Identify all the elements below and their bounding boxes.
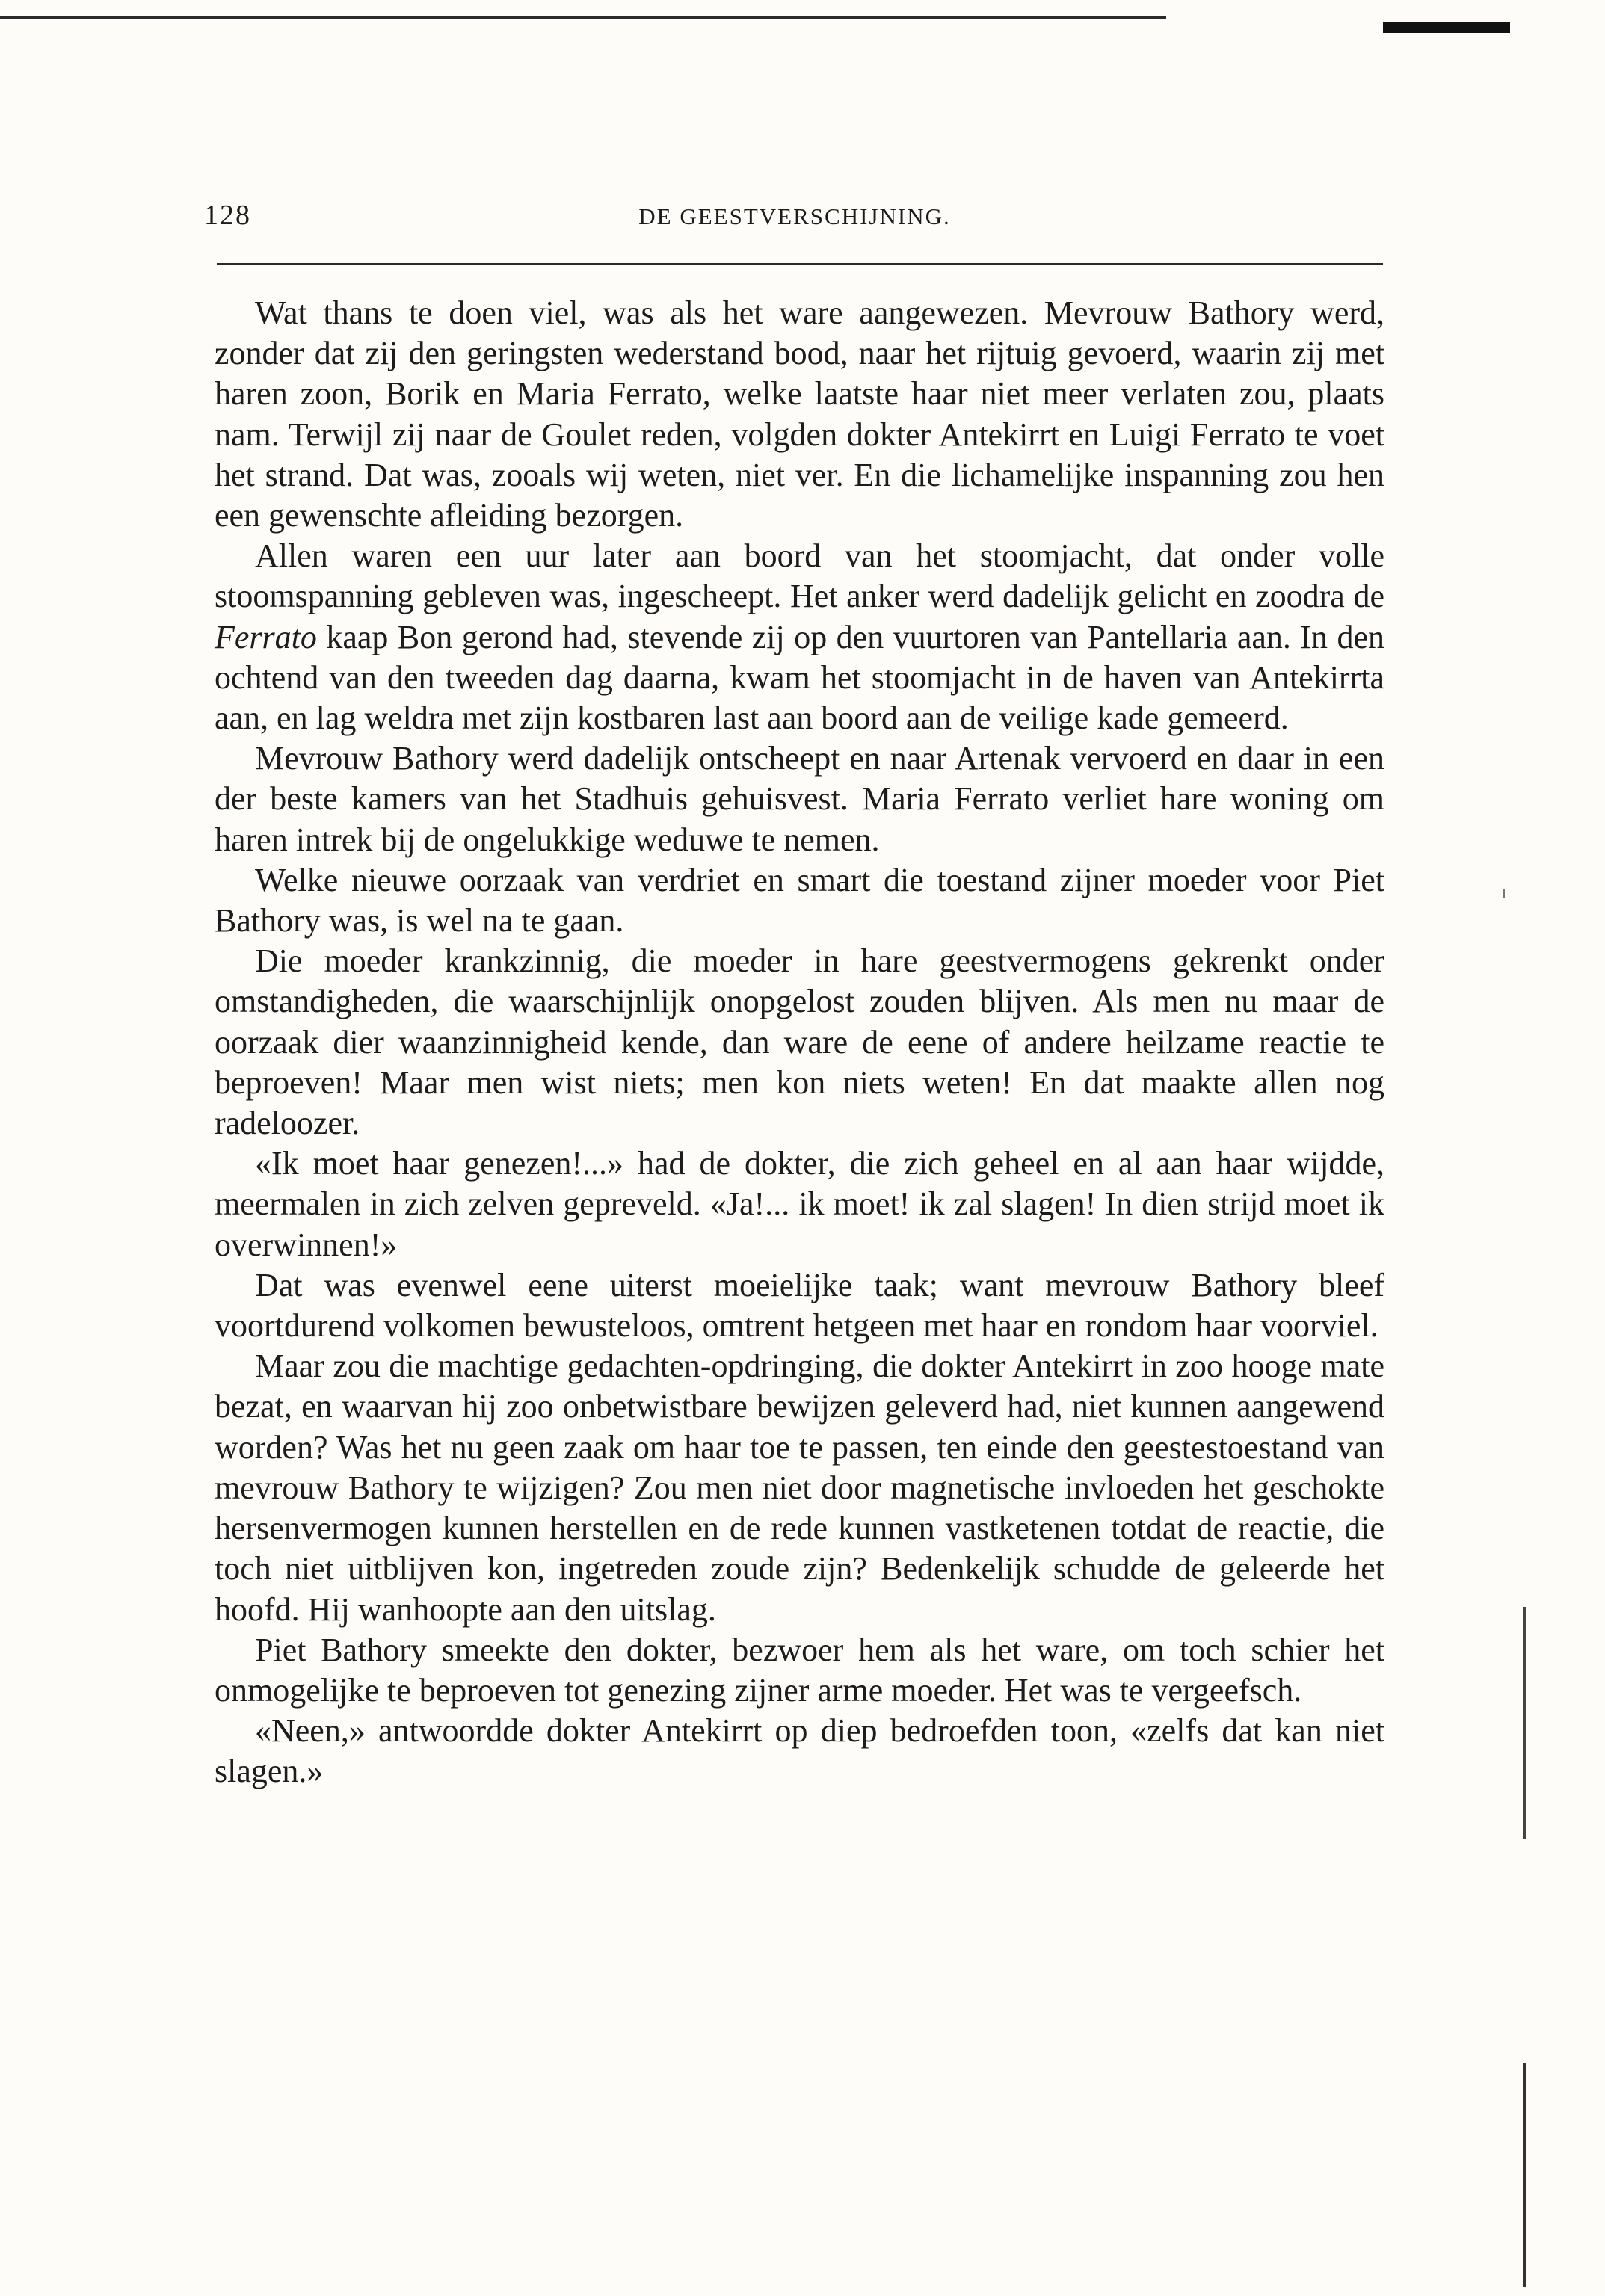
margin-line <box>1523 1607 1526 1839</box>
paragraph-text: kaap Bon gerond had, stevende zij op den vuurtoren van Pantellaria aan. In den ochtend van den tweeden dag daarna, kwam het stoomjacht in de haven van Antekirrta aan, en lag weldra met zijn kostbaren last aan boord aan de veilige kade gemeerd. <box>215 618 1384 737</box>
paragraph-text: Allen waren een uur later aan boord van het stoomjacht, dat onder volle stoomspanning gebleven was, ingescheept. Het anker werd dadelijk gelicht en zoodra de <box>215 537 1384 615</box>
paragraph: «Ik moet haar genezen!...» had de dokter, die zich geheel en al aan haar wijdde, meermalen in zich zelven gepreveld. «Ja!... ik moet! ik zal slagen! In dien strijd moet ik overwinnen!» <box>215 1145 1384 1263</box>
paragraph: Die moeder krankzinnig, die moeder in hare geestvermogens gekrenkt onder omstandigheden, die waarschijnlijk onopgelost zouden blijven. Als men nu maar de oorzaak dier waanzinnigheid kende, dan ware de eene of andere heilzame reactie te beproeven! Maar men wist niets; men kon niets weten! En dat maakte allen nog radeloozer. <box>215 942 1384 1142</box>
margin-mark <box>1503 889 1505 898</box>
top-edge-rule <box>0 16 1166 19</box>
paragraph: Piet Bathory smeekte den dokter, bezwoer hem als het ware, om toch schier het onmogelijke te beproeven tot genezing zijner arme moeder. Het was te vergeefsch. <box>215 1631 1384 1709</box>
paragraph: Dat was evenwel eene uiterst moeielijke taak; want mevrouw Bathory bleef voortdurend volkomen bewusteloos, omtrent hetgeen met haar en rondom haar voorviel. <box>215 1266 1384 1345</box>
paragraph: Wat thans te doen viel, was als het ware aangewezen. Mevrouw Bathory werd, zonder dat zij den geringsten wederstand bood, naar het rijtuig gevoerd, waarin zij met haren zoon, Borik en Maria Ferrato, welke laatste haar niet meer verlaten zou, plaats nam. Terwijl zij naar de Goulet reden, volgden dokter Antekirrt en Luigi Ferrato te voet het strand. Dat was, zooals wij weten, niet ver. En die lichamelijke inspanning zou hen een gewenschte afleiding bezorgen. <box>215 294 1384 534</box>
page-number: 128 <box>204 200 251 231</box>
paragraph: Mevrouw Bathory werd dadelijk ontscheept en naar Artenak vervoerd en daar in een der beste kamers van het Stadhuis gehuisvest. Maria Ferrato verliet hare woning om haren intrek bij de ongelukkige weduwe te nemen. <box>215 740 1384 858</box>
margin-line <box>1523 2063 1526 2287</box>
paragraph: «Neen,» antwoordde dokter Antekirrt op diep bedroefden toon, «zelfs dat kan niet slagen.» <box>215 1712 1384 1790</box>
top-edge-mark <box>1383 22 1510 33</box>
running-title: DE GEESTVERSCHIJNING. <box>638 203 951 229</box>
ship-name: Ferrato <box>215 618 317 655</box>
header-rule <box>217 263 1383 265</box>
paragraph <box>215 536 1384 738</box>
body-text <box>215 293 1384 1792</box>
page-header <box>204 199 1385 236</box>
paragraph: Maar zou die machtige gedachten-opdringing, die dokter Antekirrt in zoo hooge mate bezat, en waarvan hij zoo onbetwistbare bewijzen geleverd had, niet kunnen aangewend worden? Was het nu geen zaak om haar toe te passen, ten einde den geestestoestand van mevrouw Bathory te wijzigen? Zou men niet door magnetische invloeden het geschokte hersenvermogen kunnen herstellen en de rede kunnen vastketenen totdat de reactie, die toch niet uitblijven kon, ingetreden zoude zijn? Bedenkelijk schudde de geleerde het hoofd. Hij wanhoopte aan den uitslag. <box>215 1348 1384 1628</box>
paragraph: Welke nieuwe oorzaak van verdriet en smart die toestand zijner moeder voor Piet Bathory was, is wel na te gaan. <box>215 861 1384 939</box>
